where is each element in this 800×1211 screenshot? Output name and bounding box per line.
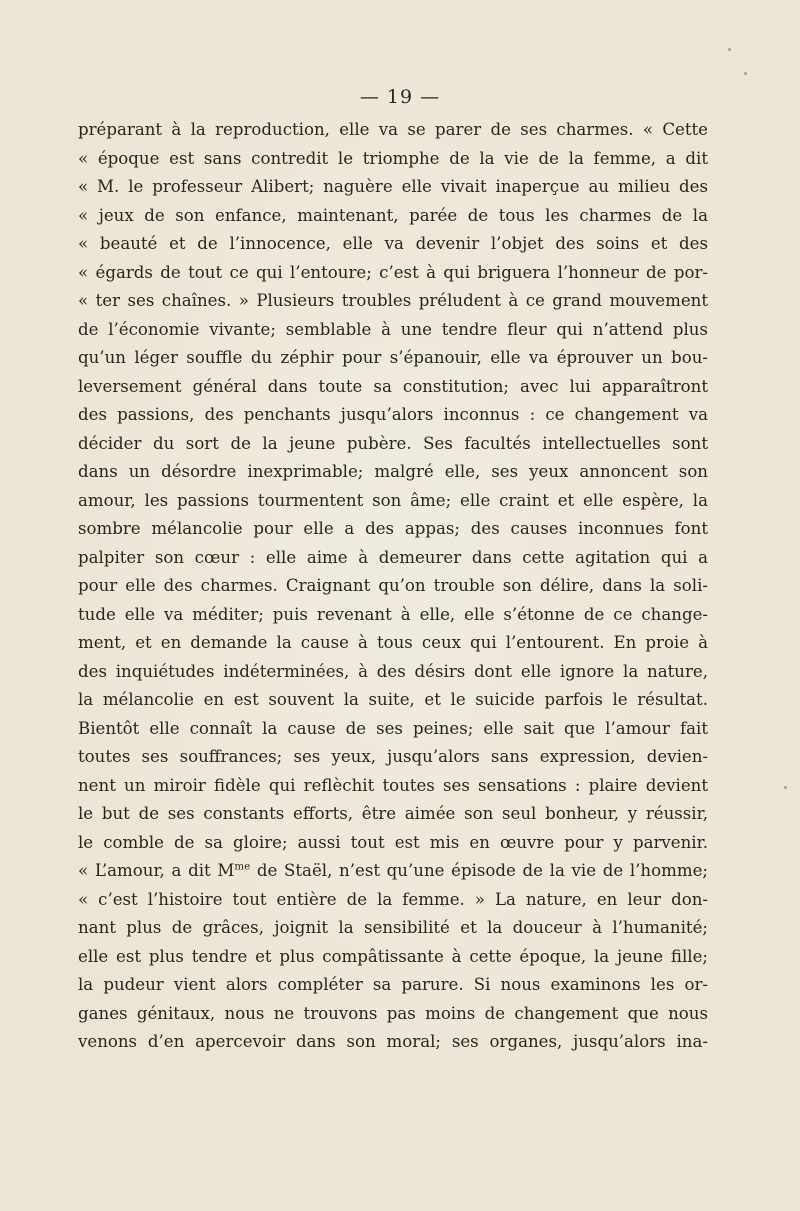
text-line: amour, les passions tourmentent son âme; elle craint et elle espère, la [78,490,708,510]
text-line: le but de ses constants efforts, être aimée son seul bonheur, y réussir, [78,804,708,823]
text-line: leversement général dans toute sa constitution; avec lui apparaîtront [78,376,708,396]
text-line: qu’un léger souffle du zéphir pour s’épanouir, elle va éprouver un bou- [78,348,708,367]
text-line: Bientôt elle connaît la cause de ses peines; elle sait que l’amour fait [78,718,708,738]
paper-speck [744,72,747,75]
text-line: palpiter son cœur : elle aime à demeurer dans cette agitation qui a [78,547,708,567]
text-line: « ter ses chaînes. » Plusieurs troubles préludent à ce grand mouvement [78,291,708,310]
page-number: — 19 — [359,86,441,108]
text-line: toutes ses souffrances; ses yeux, jusqu’alors sans expression, devien- [78,747,708,766]
text-line: décider du sort de la jeune pubère. Ses facultés intellectuelles sont [78,433,708,453]
body-text [78,116,708,1057]
text-line: dans un désordre inexprimable; malgré elle, ses yeux annoncent son [78,462,708,481]
text-line: la pudeur vient alors compléter sa parure. Si nous examinons les or- [78,975,708,994]
text-line: pour elle des charmes. Craignant qu’on trouble son délire, dans la soli- [78,576,708,595]
paper-speck [728,48,731,51]
text-line: elle est plus tendre et plus compâtissante à cette époque, la jeune fille; [78,946,708,966]
text-line: préparant à la reproduction, elle va se parer de ses charmes. « Cette [78,120,708,139]
text-line: venons d’en apercevoir dans son moral; ses organes, jusqu’alors ina- [78,1032,708,1051]
text-line: nant plus de grâces, joignit la sensibilité et la douceur à l’humanité; [78,918,708,937]
text-line: ganes génitaux, nous ne trouvons pas moins de changement que nous [78,1003,708,1023]
text-line: tude elle va méditer; puis revenant à elle, elle s’étonne de ce change- [78,604,708,624]
text-line: ment, et en demande la cause à tous ceux qui l’entourent. En proie à [78,633,708,652]
text-line: sombre mélancolie pour elle a des appas; des causes inconnues font [78,519,708,538]
text-line: nent un miroir fidèle qui reflèchit toutes ses sensations : plaire devient [78,775,708,795]
text-line: « jeux de son enfance, maintenant, parée de tous les charmes de la [78,205,708,225]
text-line: « c’est l’histoire tout entière de la femme. » La nature, en leur don- [78,889,708,909]
paper-speck [784,786,787,789]
text-line: le comble de sa gloire; aussi tout est mis en œuvre pour y parvenir. [78,832,708,852]
text-line: « égards de tout ce qui l’entoure; c’est à qui briguera l’honneur de por- [78,262,708,282]
text-line: la mélancolie en est souvent la suite, et le suicide parfois le résultat. [78,690,708,709]
text-line: « beauté et de l’innocence, elle va devenir l’objet des soins et des [78,234,708,253]
text-line: des inquiétudes indéterminées, à des désirs dont elle ignore la nature, [78,661,708,681]
text-line: des passions, des penchants jusqu’alors inconnus : ce changement va [78,405,708,424]
text-line: de l’économie vivante; semblable à une tendre fleur qui n’attend plus [78,319,708,339]
text-line: « époque est sans contredit le triomphe de la vie de la femme, a dit [78,148,708,168]
text-line: « M. le professeur Alibert; naguère elle vivait inaperçue au milieu des [78,177,708,196]
text-line: « L’amour, a dit $M^{me}$ de Staël, n’est qu’une épisode de la vie de l’homme; [78,860,708,880]
